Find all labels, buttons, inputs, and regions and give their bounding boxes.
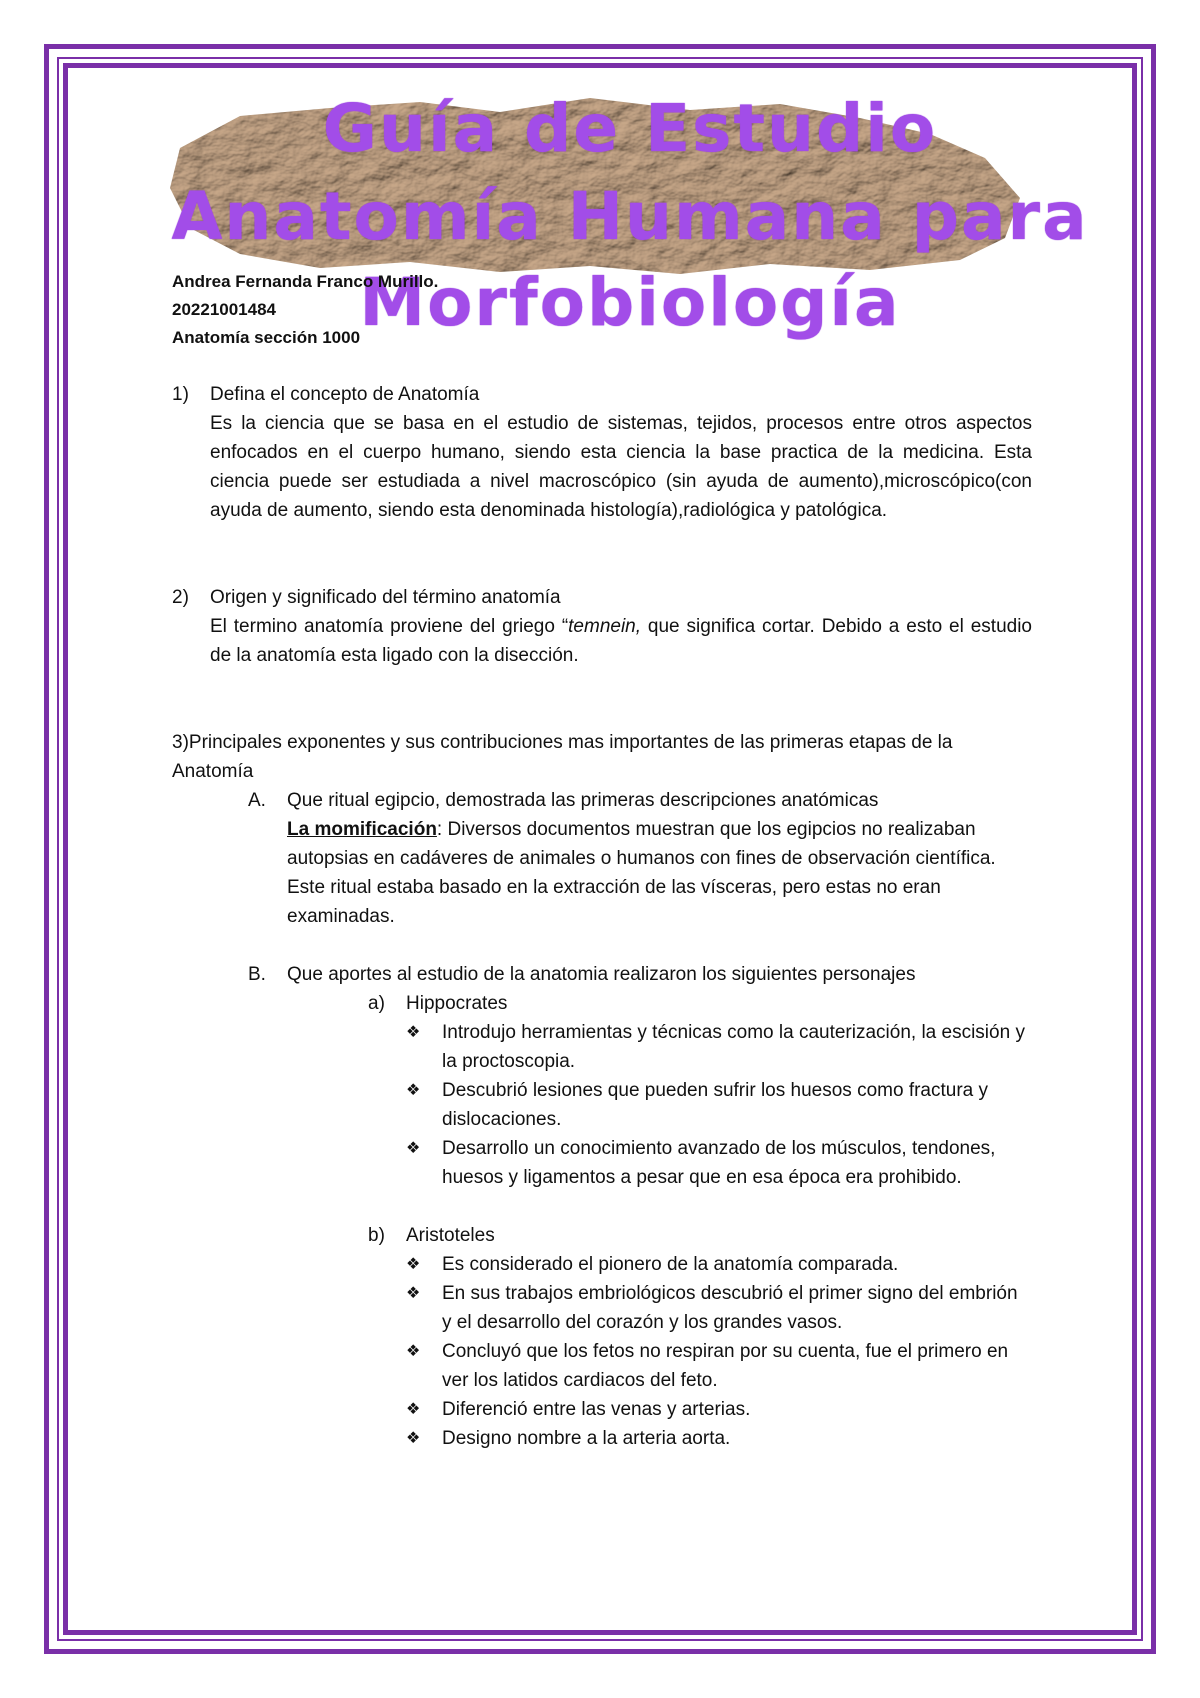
- diamond-bullet-icon: ❖: [406, 1140, 421, 1157]
- person-letter: b): [368, 1225, 385, 1246]
- list-item: ❖ Diferenció entre las venas y arterias.: [406, 1395, 1032, 1424]
- diamond-bullet-icon: ❖: [406, 1024, 421, 1041]
- diamond-bullet-icon: ❖: [406, 1082, 421, 1099]
- answer-3a: [248, 815, 1032, 931]
- question-3b: [172, 960, 1032, 989]
- question-number: 2): [172, 587, 189, 608]
- list-item: ❖ Descubrió lesiones que pueden sufrir los huesos como fractura y dislocaciones.: [406, 1076, 1032, 1134]
- item-question: Que aportes al estudio de la anatomia realizaron los siguientes personajes: [287, 964, 916, 985]
- question-text: Defina el concepto de Anatomía: [210, 384, 480, 405]
- question-2: [172, 583, 1032, 612]
- answer-3a-text: : Diversos documentos muestran que los egipcios no realizaban autopsias en cadáveres de animales o humanos con fines de observación científica. Este ritual estaba basado en la extracción de las vísceras, pero estas no eran examinadas.: [287, 819, 996, 927]
- title-line-2: Anatomía Humana para: [171, 178, 1089, 255]
- question-text: Origen y significado del término anatomía: [210, 587, 561, 608]
- list-item: ❖ Es considerado el pionero de la anatomía comparada.: [406, 1250, 1032, 1279]
- answer-3a-term: La momificación: [287, 819, 437, 840]
- person-letter: a): [368, 993, 385, 1014]
- item-letter: A.: [248, 790, 266, 811]
- title-line-3: Morfobiología: [359, 264, 901, 341]
- diamond-bullet-icon: ❖: [406, 1401, 421, 1418]
- title-line-1: Guía de Estudio: [322, 90, 938, 167]
- list-item: ❖ Desarrollo un conocimiento avanzado de los músculos, tendones, huesos y ligamentos a pesar que en esa época era prohibido.: [406, 1134, 1032, 1192]
- answer-2-term: temnein,: [568, 616, 642, 637]
- answer-1: Es la ciencia que se basa en el estudio de sistemas, tejidos, procesos entre otros aspectos enfocados en el cuerpo humano, siendo esta ciencia la base practica de la medicina. Esta ciencia puede ser estudiada a nivel macroscópico (sin ayuda de aumento),microscópico(con ayuda de aumento, siendo esta denominada histología),radiológica y patológica.: [210, 413, 1032, 521]
- student-header: [172, 268, 438, 352]
- list-item: ❖ En sus trabajos embriológicos descubrió el primer signo del embrión y el desarrollo del corazón y los grandes vasos.: [406, 1279, 1032, 1337]
- diamond-bullet-icon: ❖: [406, 1256, 421, 1273]
- diamond-bullet-icon: ❖: [406, 1430, 421, 1447]
- person-aristoteles: [172, 1221, 1032, 1250]
- aristoteles-contributions: [172, 1250, 1032, 1453]
- person-name: Hippocrates: [406, 993, 508, 1014]
- diamond-bullet-icon: ❖: [406, 1285, 421, 1302]
- answer-2-start: El termino anatomía proviene del griego “: [210, 616, 569, 637]
- answer-2: [172, 612, 1032, 670]
- item-letter: B.: [248, 964, 266, 985]
- document-body: [172, 380, 1032, 1453]
- answer-2-end: que significa cortar. Debido a esto el estudio de la anatomía esta ligado con la disección.: [210, 616, 1032, 666]
- list-item: ❖ Concluyó que los fetos no respiran por su cuenta, fue el primero en ver los latidos cardiacos del feto.: [406, 1337, 1032, 1395]
- question-3: 3)Principales exponentes y sus contribuciones mas importantes de las primeras etapas de la Anatomía: [172, 732, 953, 782]
- item-question: Que ritual egipcio, demostrada las primeras descripciones anatómicas: [287, 790, 879, 811]
- question-3a: [172, 786, 1032, 931]
- student-name: Andrea Fernanda Franco Murillo.: [172, 272, 439, 291]
- list-item: ❖ Designo nombre a la arteria aorta.: [406, 1424, 1032, 1453]
- person-name: Aristoteles: [406, 1225, 495, 1246]
- hippocrates-contributions: [172, 1018, 1032, 1192]
- question-1: [172, 380, 1032, 409]
- diamond-bullet-icon: ❖: [406, 1343, 421, 1360]
- question-number: 1): [172, 384, 189, 405]
- list-item: ❖ Introdujo herramientas y técnicas como la cauterización, la escisión y la proctoscopia.: [406, 1018, 1032, 1076]
- student-id: 20221001484: [172, 300, 277, 319]
- course-section: Anatomía sección 1000: [172, 328, 361, 347]
- person-hippocrates: [172, 989, 1032, 1018]
